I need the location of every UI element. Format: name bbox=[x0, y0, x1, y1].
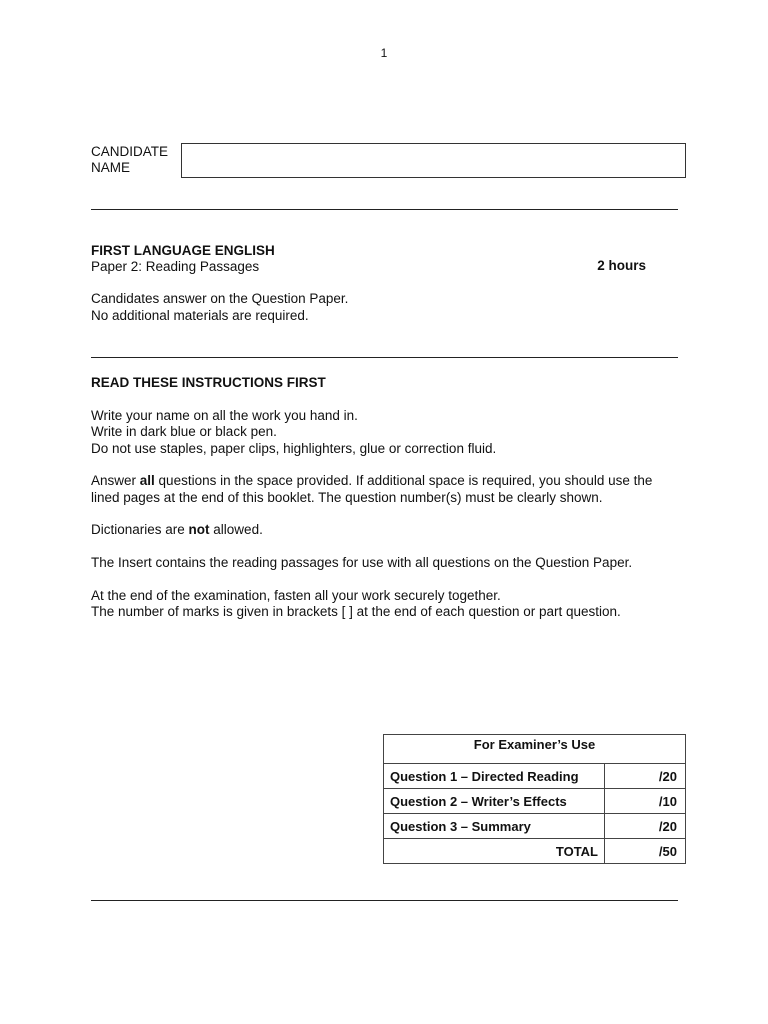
divider-1 bbox=[91, 209, 678, 210]
instruction-line: The number of marks is given in brackets [ ] at the end of each question or part question. bbox=[91, 604, 621, 619]
candidate-label-line2: NAME bbox=[91, 160, 131, 175]
emphasis-not: not bbox=[188, 522, 210, 537]
page-number: 1 bbox=[380, 46, 388, 60]
instruction-line: Write your name on all the work you hand in. bbox=[91, 408, 358, 423]
candidate-name-label bbox=[91, 144, 168, 176]
paper-note-1: Candidates answer on the Question Paper. bbox=[91, 291, 349, 306]
question-mark[interactable]: /20 bbox=[605, 764, 686, 789]
duration: 2 hours bbox=[597, 258, 646, 273]
text: Answer bbox=[91, 473, 140, 488]
table-total-row bbox=[384, 839, 686, 864]
instruction-dictionaries-line bbox=[91, 522, 263, 538]
text: allowed. bbox=[209, 522, 263, 537]
candidate-name-field[interactable] bbox=[181, 143, 686, 178]
total-label: TOTAL bbox=[384, 839, 605, 864]
table-row bbox=[384, 814, 686, 839]
table-row bbox=[384, 764, 686, 789]
instruction-answer-line bbox=[91, 473, 652, 489]
instruction-line: The Insert contains the reading passages for use with all questions on the Question Paper. bbox=[91, 555, 633, 570]
paper-title: Paper 2: Reading Passages bbox=[91, 259, 260, 274]
examiner-use-table bbox=[383, 734, 686, 864]
emphasis-all: all bbox=[139, 473, 155, 488]
subject-title: FIRST LANGUAGE ENGLISH bbox=[91, 243, 275, 258]
instructions-heading: READ THESE INSTRUCTIONS FIRST bbox=[91, 375, 326, 390]
question-mark[interactable]: /10 bbox=[605, 789, 686, 814]
instruction-line: Write in dark blue or black pen. bbox=[91, 424, 277, 439]
divider-2 bbox=[91, 357, 678, 358]
table-header-row bbox=[384, 735, 686, 764]
candidate-label-line1: CANDIDATE bbox=[91, 144, 169, 159]
instruction-line: Do not use staples, paper clips, highlighters, glue or correction fluid. bbox=[91, 441, 497, 456]
instruction-line: lined pages at the end of this booklet. The question number(s) must be clearly shown. bbox=[91, 490, 603, 505]
question-label: Question 3 – Summary bbox=[384, 814, 605, 839]
instruction-line: At the end of the examination, fasten all your work securely together. bbox=[91, 588, 501, 603]
divider-3 bbox=[91, 900, 678, 901]
question-mark[interactable]: /20 bbox=[605, 814, 686, 839]
paper-note-2: No additional materials are required. bbox=[91, 308, 309, 323]
text: Dictionaries are bbox=[91, 522, 189, 537]
table-row bbox=[384, 789, 686, 814]
examiner-table-heading: For Examiner’s Use bbox=[384, 735, 686, 764]
total-mark[interactable]: /50 bbox=[605, 839, 686, 864]
text: questions in the space provided. If additional space is required, you should use the bbox=[154, 473, 653, 488]
question-label: Question 1 – Directed Reading bbox=[384, 764, 605, 789]
question-label: Question 2 – Writer’s Effects bbox=[384, 789, 605, 814]
